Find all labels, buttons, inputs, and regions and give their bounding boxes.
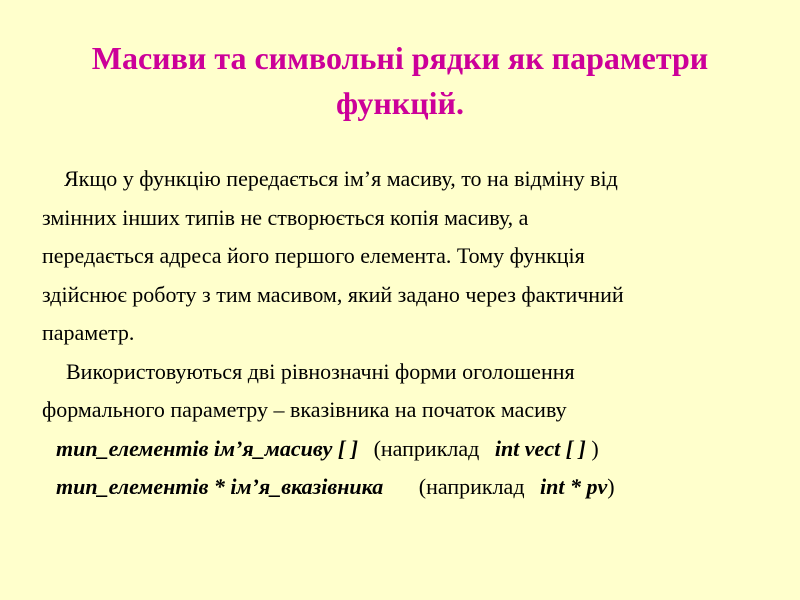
- paragraph-1-line-4: здійснює роботу з тим масивом, який задано через фактичний: [42, 281, 624, 307]
- form-1-example-suffix: ): [591, 435, 599, 461]
- paragraph-1-line-1: Якщо у функцію передається ім’я масиву, то на відміну від: [64, 166, 618, 191]
- paragraph-2-line-2: формального параметру – вказівника на початок масиву: [42, 397, 567, 422]
- form-2-example-prefix: (наприклад: [418, 474, 525, 499]
- form-1-syntax: тип_елементів ім’я_масиву [ ]: [56, 435, 359, 461]
- paragraph-2-line-1: Використовуються дві рівнозначні форми оголошення: [66, 358, 575, 384]
- paragraph-1-line-5: параметр.: [42, 320, 135, 345]
- declaration-form-2: [42, 468, 792, 507]
- paragraph-1-line-3: передається адреса його першого елемента. Тому функція: [42, 243, 585, 268]
- form-2-example-suffix: ): [607, 474, 615, 499]
- slide-title: [0, 36, 800, 126]
- declaration-form-1: [42, 430, 792, 469]
- title-line-2: функцій.: [336, 85, 464, 121]
- form-2-syntax: тип_елементів * ім’я_вказівника: [56, 474, 384, 499]
- paragraph-1-line-2: змінних інших типів не створюється копія масиву, а: [42, 204, 529, 230]
- form-1-example-code: int vect [ ]: [494, 435, 586, 461]
- slide-body: [42, 160, 792, 507]
- form-1-example-prefix: (наприклад: [373, 435, 480, 461]
- title-line-1: Масиви та символьні рядки як параметри: [91, 40, 709, 76]
- form-2-example-code: int * pv: [540, 474, 608, 499]
